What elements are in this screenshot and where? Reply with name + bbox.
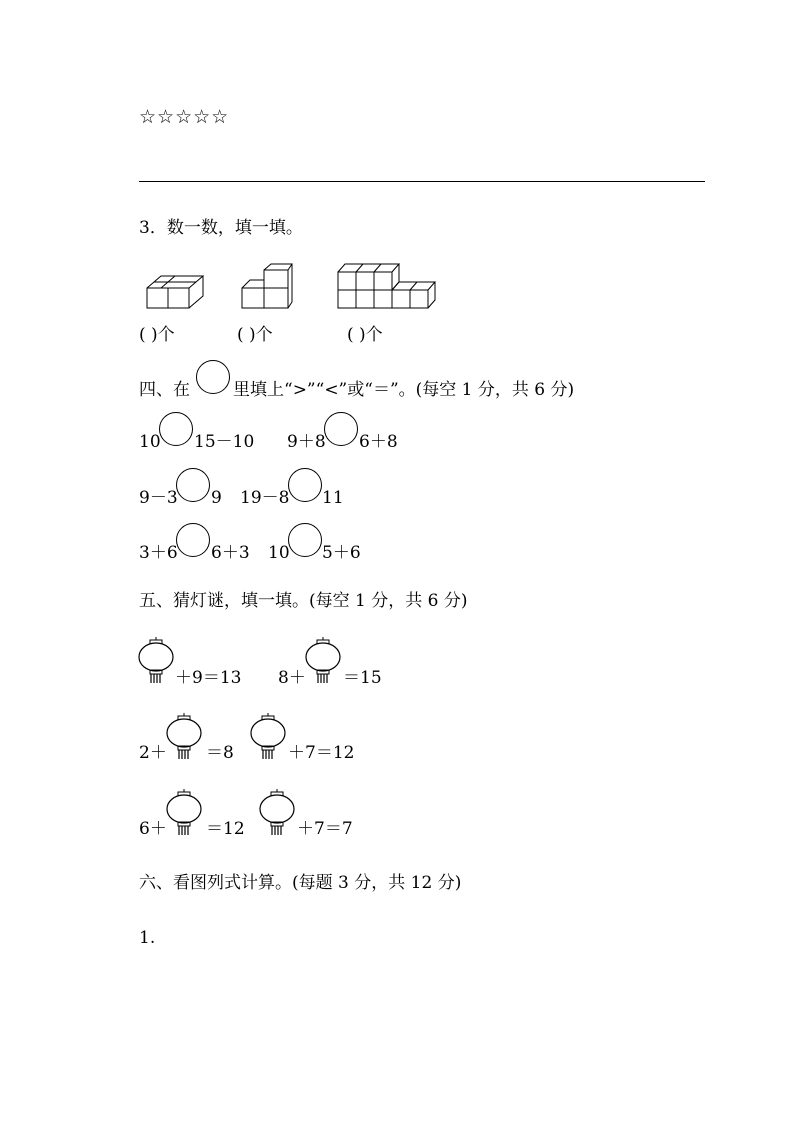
cube-figure-2 bbox=[240, 262, 294, 312]
s4-item5-circle[interactable] bbox=[176, 523, 210, 557]
s5-item5-pre: 6＋ bbox=[139, 819, 167, 839]
lantern-icon[interactable] bbox=[250, 713, 286, 761]
cube-figure-3 bbox=[336, 260, 440, 312]
rating-stars: ☆☆☆☆☆ bbox=[139, 106, 230, 128]
s5-title: 五、猜灯谜，填一填。(每空 1 分，共 6 分) bbox=[139, 591, 468, 611]
q3-answer-3: ( )个 bbox=[347, 325, 383, 345]
s5-item2-post: ＝15 bbox=[343, 668, 382, 688]
s5-item2-pre: 8＋ bbox=[278, 668, 306, 688]
lantern-icon[interactable] bbox=[259, 789, 295, 837]
q3-answer-2: ( )个 bbox=[237, 325, 273, 345]
q3-title: 3．数一数，填一填。 bbox=[139, 218, 303, 238]
s4-item5-left: 3＋6 bbox=[139, 543, 178, 563]
s4-item6-circle[interactable] bbox=[288, 523, 322, 557]
s5-item3-post: ＝8 bbox=[206, 743, 234, 763]
s5-item6-post: ＋7＝7 bbox=[297, 819, 353, 839]
s6-q1-number: 1. bbox=[139, 928, 156, 948]
s4-item1-left: 10 bbox=[139, 432, 161, 452]
divider-line bbox=[139, 181, 705, 182]
s4-item4-circle[interactable] bbox=[288, 468, 322, 502]
s4-item2-circle[interactable] bbox=[324, 412, 358, 446]
s4-item6-left: 10 bbox=[268, 543, 290, 563]
s4-item2-left: 9＋8 bbox=[287, 432, 326, 452]
s4-item3-left: 9－3 bbox=[139, 488, 178, 508]
s4-title-suffix: 里填上“>”“<”或“＝”。(每空 1 分，共 6 分) bbox=[233, 380, 575, 400]
cube-figure-1 bbox=[145, 272, 205, 312]
s6-title: 六、看图列式计算。(每题 3 分，共 12 分) bbox=[139, 873, 462, 893]
s5-item1-post: ＋9＝13 bbox=[175, 668, 242, 688]
s4-item1-right: 15－10 bbox=[194, 432, 255, 452]
s4-item4-right: 11 bbox=[322, 488, 344, 508]
s4-item4-left: 19－8 bbox=[240, 488, 290, 508]
s4-item6-right: 5＋6 bbox=[322, 543, 361, 563]
s4-item3-right: 9 bbox=[211, 488, 222, 508]
compare-circle-icon bbox=[196, 360, 230, 394]
lantern-icon[interactable] bbox=[305, 637, 341, 685]
s5-item3-pre: 2＋ bbox=[139, 743, 167, 763]
s4-item1-circle[interactable] bbox=[159, 412, 193, 446]
s4-item2-right: 6＋8 bbox=[359, 432, 398, 452]
s4-item5-right: 6＋3 bbox=[211, 543, 250, 563]
s5-item5-post: ＝12 bbox=[206, 819, 245, 839]
q3-answer-1: ( )个 bbox=[139, 325, 175, 345]
lantern-icon[interactable] bbox=[138, 637, 174, 685]
lantern-icon[interactable] bbox=[166, 713, 202, 761]
s4-item3-circle[interactable] bbox=[176, 468, 210, 502]
s4-title-prefix: 四、在 bbox=[139, 380, 190, 400]
lantern-icon[interactable] bbox=[166, 789, 202, 837]
s5-item4-post: ＋7＝12 bbox=[288, 743, 355, 763]
